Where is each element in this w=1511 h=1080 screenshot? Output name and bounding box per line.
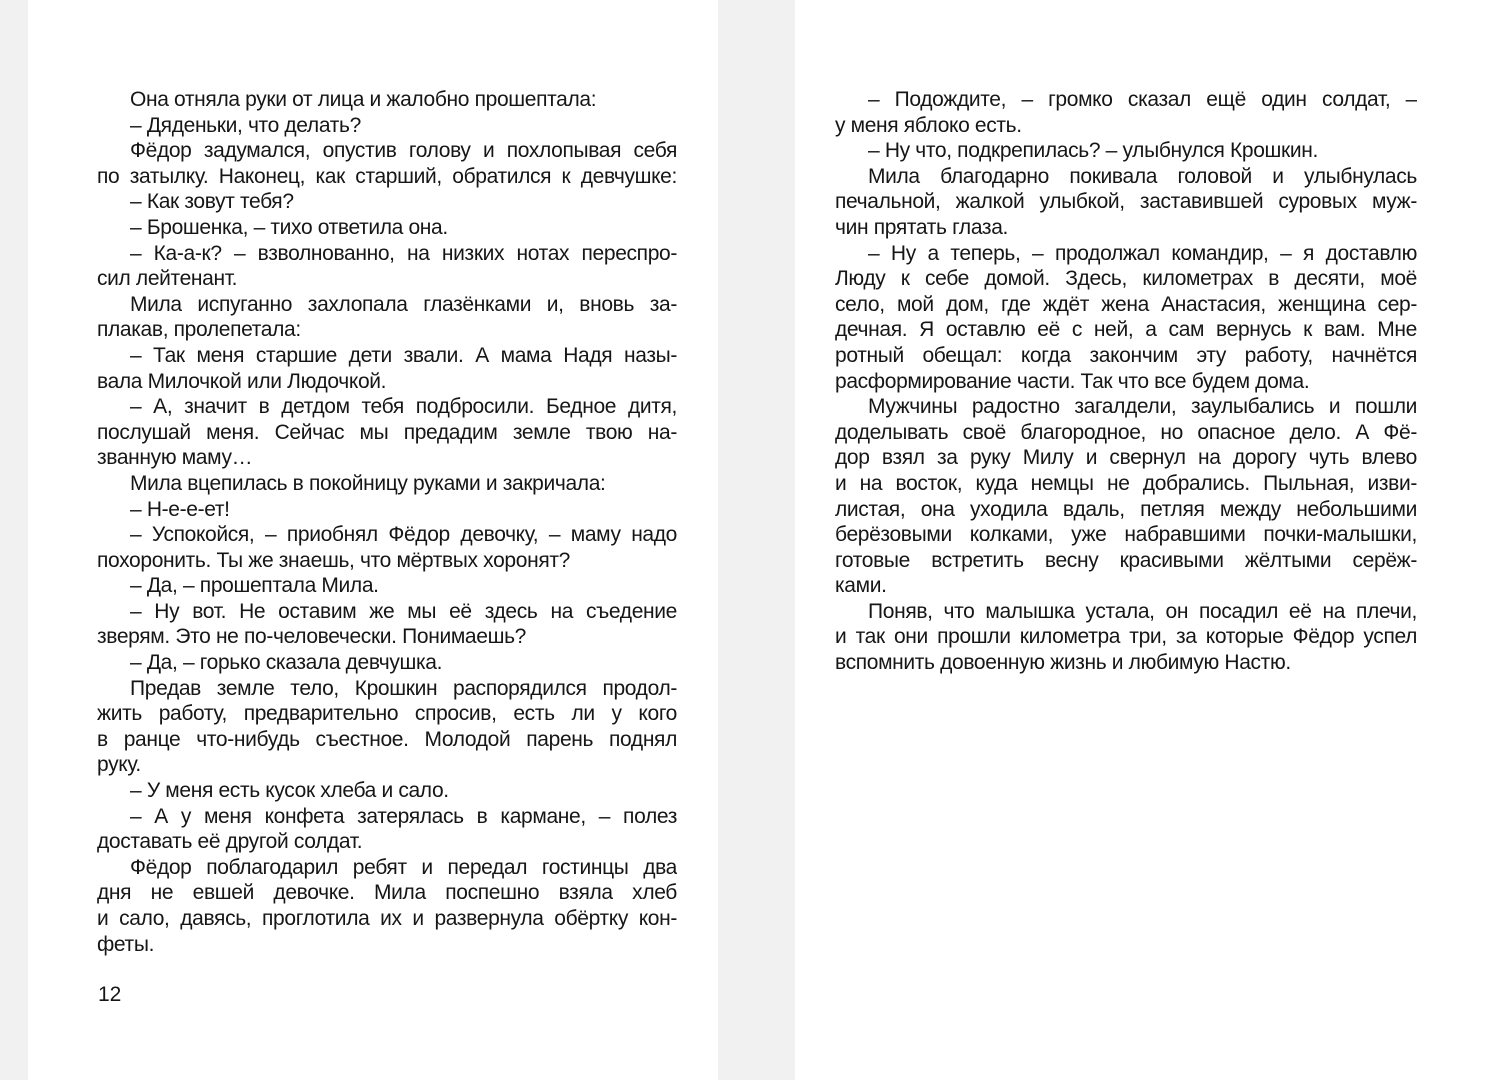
text-line: – Брошенка, – тихо ответила она. <box>130 215 448 239</box>
text-line: жить работу, предварительно спросив, есть ли у кого <box>97 702 677 726</box>
text-line: – Как зовут тебя? <box>130 190 294 214</box>
text-line: – Да, – прошептала Мила. <box>130 574 379 598</box>
text-line: дня не евшей девочке. Мила поспешно взяла хлеб <box>97 881 677 905</box>
text-line: – Дяденьки, что делать? <box>130 113 361 137</box>
text-line: Мила вцепилась в покойницу руками и закричала: <box>130 471 606 495</box>
text-line: зверям. Это не по-человечески. Понимаешь? <box>97 625 527 649</box>
text-line: и на восток, куда немцы не добрались. Пыльная, изви- <box>835 471 1417 495</box>
text-line: доделывать своё благородное, но опасное дело. А Фё- <box>835 420 1417 444</box>
text-line: и так они прошли километра три, за которые Фёдор успел <box>835 625 1417 649</box>
text-line: званную маму… <box>97 446 253 470</box>
text-line: чин прятать глаза. <box>835 215 1009 239</box>
text-line: вала Милочкой или Людочкой. <box>97 369 387 393</box>
text-line: листая, она уходила вдаль, петляя между небольшими <box>835 497 1417 521</box>
text-line: Мужчины радостно загалдели, заулыбались и пошли <box>868 395 1417 419</box>
text-line: дечная. Я оставлю её с ней, а сам вернусь к вам. Мне <box>835 318 1417 342</box>
left-page <box>28 0 718 1080</box>
text-line: печальной, жалкой улыбкой, заставившей суровых муж- <box>835 190 1417 214</box>
text-line: готовые встретить весну красивыми жёлтыми серёж- <box>835 548 1417 572</box>
text-line: – Подождите, – громко сказал ещё один солдат, – <box>868 88 1417 111</box>
text-line: плакав, пролепетала: <box>97 318 301 342</box>
text-line: доставать её другой солдат. <box>97 830 363 854</box>
text-line: село, мой дом, где ждёт жена Анастасия, женщина сер- <box>835 292 1417 316</box>
text-line: Фёдор поблагодарил ребят и передал гостинцы два <box>130 855 677 879</box>
text-line: послушай меня. Сейчас мы предадим земле твою на- <box>97 420 677 444</box>
text-line: сил лейтенант. <box>97 267 238 291</box>
text-line: Фёдор задумался, опустив голову и похлопывая себя <box>130 139 677 163</box>
text-line: – А у меня конфета затерялась в кармане, – полез <box>130 804 677 828</box>
text-line: по затылку. Наконец, как старший, обратился к девчушке: <box>97 164 677 188</box>
text-line: Мила испуганно захлопала глазёнками и, вновь за- <box>130 292 677 316</box>
text-line: – Так меня старшие дети звали. А мама Надя назы- <box>130 343 677 367</box>
text-line: – Да, – горько сказала девчушка. <box>130 651 443 675</box>
right-page <box>795 0 1511 1080</box>
text-line: – А, значит в детдом тебя подбросили. Бедное дитя, <box>130 395 677 419</box>
text-line: ками. <box>835 574 887 598</box>
text-line: – Ну вот. Не оставим же мы её здесь на съедение <box>130 599 677 623</box>
text-line: – Ка-а-к? – взволнованно, на низких нотах переспро- <box>130 241 677 265</box>
text-line: вспомнить довоенную жизнь и любимую Настю. <box>835 651 1291 675</box>
text-line: Предав земле тело, Крошкин распорядился продол- <box>130 676 677 700</box>
text-line: в ранце что-нибудь съестное. Молодой парень поднял <box>97 727 677 751</box>
page-number: 12 <box>98 983 122 1006</box>
left-page-text <box>97 87 677 957</box>
text-line: руку. <box>97 753 141 777</box>
text-line: – Ну что, подкрепилась? – улыбнулся Крошкин. <box>868 139 1318 163</box>
right-page-text <box>835 87 1417 676</box>
text-line: – Ну а теперь, – продолжал командир, – я доставлю <box>868 241 1417 265</box>
text-line: берёзовыми колками, уже набравшими почки-малышки, <box>835 523 1417 547</box>
text-line: Поняв, что малышка устала, он посадил её на плечи, <box>868 599 1417 623</box>
text-line: – Успокойся, – приобнял Фёдор девочку, – маму надо <box>130 523 677 547</box>
text-line: у меня яблоко есть. <box>835 113 1022 137</box>
text-line: дор взял за руку Милу и свернул на дорогу чуть влево <box>835 446 1417 470</box>
text-line: и сало, давясь, проглотила их и развернула обёртку кон- <box>97 907 677 930</box>
text-line: – У меня есть кусок хлеба и сало. <box>130 779 449 803</box>
text-line: похоронить. Ты же знаешь, что мёртвых хоронят? <box>97 548 570 572</box>
text-line: Люду к себе домой. Здесь, километрах в десяти, моё <box>835 267 1417 291</box>
text-line: Мила благодарно покивала головой и улыбнулась <box>868 164 1417 188</box>
text-line: расформирование части. Так что все будем дома. <box>835 369 1310 393</box>
text-line: феты. <box>97 932 155 956</box>
text-line: Она отняла руки от лица и жалобно прошептала: <box>130 88 597 111</box>
text-line: – Н-е-е-ет! <box>130 497 230 521</box>
text-line: ротный обещал: когда закончим эту работу, начнётся <box>835 343 1417 367</box>
